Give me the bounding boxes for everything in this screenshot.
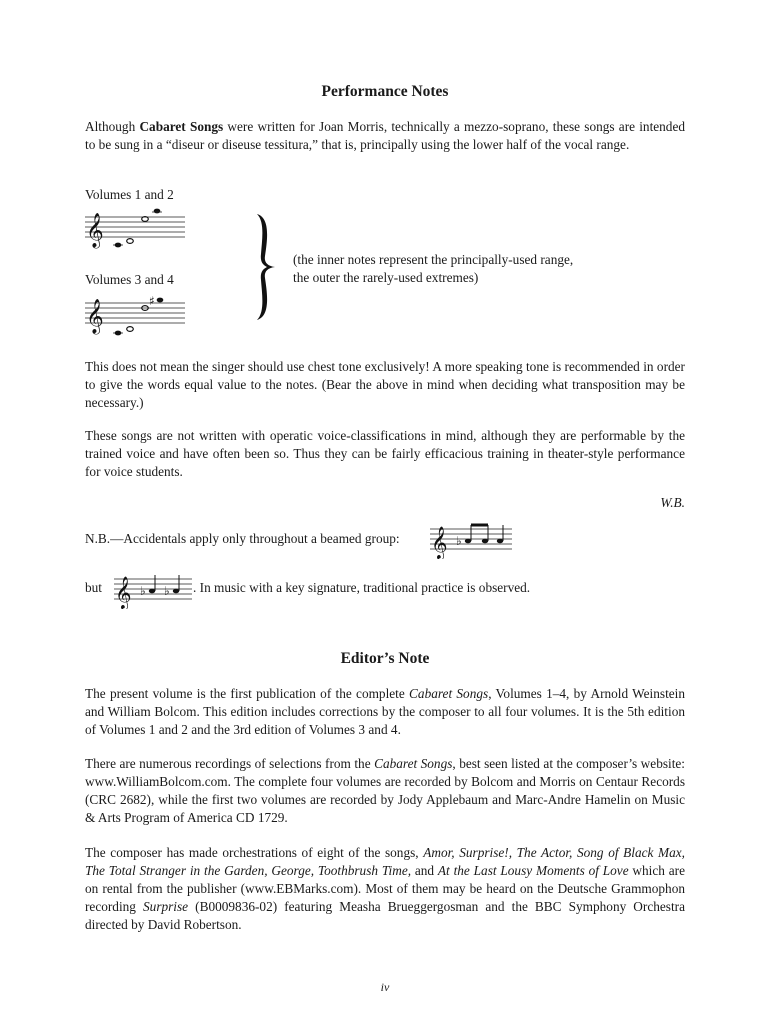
editors-p3-text-c: which are on rental from the publisher (www.EBMarks.com). Most of them may be heard on the Deutsche Grammophon recording xyxy=(85,863,685,914)
editors-p3-text-d: (B0009836-02) featuring Measha Brueggergosman and the BBC Symphony Orchestra directed by David Robertson. xyxy=(85,899,685,932)
intro-bold-title: Cabaret Songs xyxy=(139,119,224,134)
intro-text-after: were written for Joan Morris, technically a mezzo-soprano, these songs are intended to be sung in a “diseur or diseuse tessitura,” that is, principally using the lower half of the vocal range. xyxy=(85,119,686,152)
svg-text:𝄞: 𝄞 xyxy=(86,213,104,248)
intro-text-before: Although xyxy=(85,119,140,134)
editors-p1-title: Cabaret Songs xyxy=(409,686,489,701)
intro-paragraph xyxy=(85,118,685,154)
svg-text:𝄞: 𝄞 xyxy=(431,526,448,559)
editors-p2-title: Cabaret Songs xyxy=(374,756,453,771)
chest-tone-paragraph: This does not mean the singer should use chest tone exclusively! A more speaking tone is recommended in order to give the words equal value to the notes. (Bear the above in mind when deciding what transposition may be necessary.) xyxy=(85,359,685,410)
key-signature-text: . In music with a key signature, traditional practice is observed. xyxy=(193,580,531,595)
svg-text:♯: ♯ xyxy=(149,294,155,308)
page xyxy=(85,0,685,1024)
editors-p3-title-last-lousy: At the Last Lousy Moments of Love xyxy=(437,863,629,878)
editors-p2-text-a: There are numerous recordings of selections from the xyxy=(85,756,375,771)
signature: W.B. xyxy=(660,495,685,510)
editors-note-heading: Editor’s Note xyxy=(340,650,430,667)
svg-text:♭: ♭ xyxy=(140,584,146,598)
range-note xyxy=(293,251,653,287)
range-note-line-2: the outer the rarely-used extremes) xyxy=(293,270,479,285)
svg-text:𝄞: 𝄞 xyxy=(115,576,132,609)
nb-line: N.B.—Accidentals apply only throughout a beamed group: xyxy=(85,531,400,546)
svg-text:𝄞: 𝄞 xyxy=(86,299,104,334)
range-staff-volumes-3-4 xyxy=(85,291,190,336)
range-note-line-1: (the inner notes represent the principally-used range, xyxy=(293,252,574,267)
editors-p3-title-surprise: Surprise xyxy=(143,899,189,914)
volumes-3-4-label: Volumes 3 and 4 xyxy=(85,272,174,287)
operatic-paragraph: These songs are not written with operatic voice-classifications in mind, although they are performable by the trained voice and have often been so. Thus they can be fairly efficacious training in theater-style performance for voice students. xyxy=(85,428,685,479)
volumes-1-2-label: Volumes 1 and 2 xyxy=(85,187,174,202)
editors-p2-text-b: , best seen listed at the composer’s website: www.WilliamBolcom.com. The complete four volumes are recorded by Bolcom and Morris on Centaur Records (CRC 2682), while the first two volumes are recorded by Jody Applebaum and Marc-Andre Hamelin on Music & Arts Program of America CD 1729. xyxy=(85,756,685,825)
editors-p3-text-a: The composer has made orchestrations of eight of the songs, xyxy=(85,845,424,860)
key-signature-example xyxy=(114,569,194,609)
range-brace xyxy=(253,212,279,322)
editors-p3-titles: Amor, Surprise!, The Actor, Song of Black Max, The Total Stranger in the Garden, George, Toothbrush Time, xyxy=(85,845,685,878)
editors-paragraph-2 xyxy=(85,755,685,827)
range-staff-volumes-1-2 xyxy=(85,205,190,250)
page-number: iv xyxy=(380,980,390,994)
editors-p1-text-b: , Volumes 1–4, by Arnold Weinstein and William Bolcom. This edition includes corrections by the composer to all four volumes. It is the 5th edition of Volumes 1 and 2 and the 3rd edition of Volumes 3 and 4. xyxy=(85,686,686,737)
svg-text:♭: ♭ xyxy=(456,534,462,548)
performance-notes-heading: Performance Notes xyxy=(321,83,449,100)
but-text: but xyxy=(85,580,102,595)
editors-p1-text-a: The present volume is the first publication of the complete xyxy=(85,686,410,701)
beamed-group-example xyxy=(430,519,515,559)
editors-paragraph-1 xyxy=(85,685,685,739)
editors-p3-text-b: and xyxy=(411,863,438,878)
editors-paragraph-3 xyxy=(85,844,685,934)
svg-text:♭: ♭ xyxy=(164,584,170,598)
